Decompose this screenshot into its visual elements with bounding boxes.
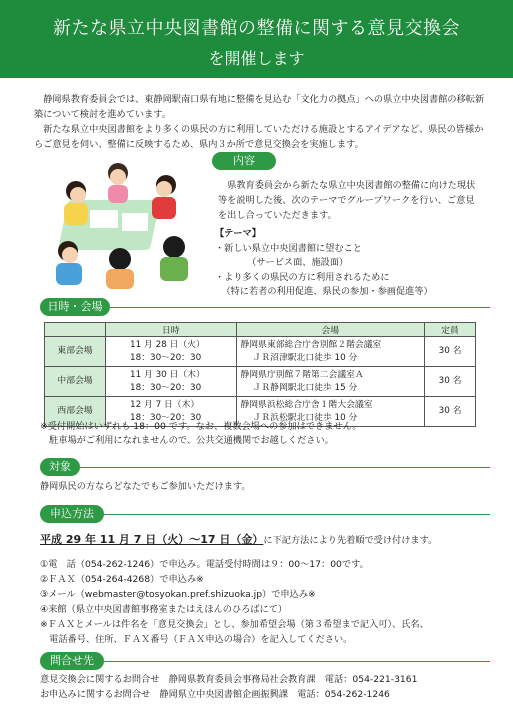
theme-item: （サービス面、施設面） bbox=[247, 257, 349, 268]
taisho-body: 静岡県民の方ならどなたでもご参加いただけます。 bbox=[40, 481, 251, 492]
contact-info bbox=[40, 672, 500, 702]
table-row bbox=[45, 337, 476, 367]
schedule-notes bbox=[40, 420, 490, 448]
venue-cell bbox=[236, 367, 424, 397]
note-line: 駐車場がご利用になれませんので、公共交通機関でお越しください。 bbox=[40, 435, 334, 446]
intro-paragraph-2: 新たな県立中央図書館をより多くの県民の方に利用していただける施設とするアイデアなど、県民の皆様からご意見を伺い、整備に反映するため、県内３か所で意見交換会を実施します。 bbox=[34, 124, 484, 150]
event-date: 12 月 7 日（木） bbox=[130, 399, 200, 410]
venue-name: 中部会場 bbox=[45, 367, 106, 397]
venue-name: 西部会場 bbox=[45, 397, 106, 427]
intro-paragraph-1: 静岡県教育委員会では、東静岡駅南口県有地に整備を見込む「文化力の拠点」への県立中央図書館の移転新築について検討を進めています。 bbox=[34, 94, 485, 120]
section-divider bbox=[80, 467, 490, 468]
page-title: 新たな県立中央図書館の整備に関する意見交換会 bbox=[53, 18, 460, 39]
method-line: ※ＦＡＸとメールは件名を「意見交換会」とし、参加希望会場（第３希望まで記入可）、氏名、 bbox=[40, 619, 429, 630]
capacity-cell: 30 名 bbox=[425, 367, 476, 397]
date-cell bbox=[106, 367, 237, 397]
theme-item: ・より多くの県民の方に利用されるために bbox=[215, 271, 390, 283]
header-banner bbox=[0, 0, 513, 78]
schedule-heading: 日時・会場 bbox=[40, 298, 110, 316]
method-line: ④来館（県立中央図書館事務室またはえほんのひろばにて） bbox=[40, 604, 288, 615]
group-discussion-illustration bbox=[48, 155, 198, 290]
venue-access: ＪＲ浜松駅北口徒歩 10 分 bbox=[252, 412, 358, 423]
column-header-venue: 会場 bbox=[236, 323, 424, 337]
method-line: ③メール（webmaster@tosyokan.pref.shizuoka.jp）で申込み※ bbox=[40, 589, 316, 600]
application-methods bbox=[40, 557, 500, 647]
venue-access: ＪＲ沼津駅北口徒歩 10 分 bbox=[252, 352, 358, 363]
event-date: 11 月 28 日（火） bbox=[130, 339, 205, 350]
theme-item: ・新しい県立中央図書館に望むこと bbox=[215, 242, 362, 254]
venue-name: 東部会場 bbox=[45, 337, 106, 367]
section-divider bbox=[104, 661, 490, 662]
event-time: 18：30〜20：30 bbox=[130, 352, 202, 363]
column-header bbox=[45, 323, 106, 337]
moushikomi-heading: 申込方法 bbox=[40, 505, 104, 523]
capacity-cell: 30 名 bbox=[425, 397, 476, 427]
naiyo-body bbox=[218, 178, 478, 223]
method-line: 電話番号、住所、ＦＡＸ番号（ＦＡＸ申込の場合）を記入してください。 bbox=[40, 634, 353, 645]
event-date: 11 月 30 日（木） bbox=[130, 369, 205, 380]
method-line: ①電 話（054-262-1246）で申込み。電話受付時間は９：00〜17：00です。 bbox=[40, 559, 369, 570]
application-period bbox=[40, 531, 437, 547]
method-line: ②ＦＡＸ（054-264-4268）で申込み※ bbox=[40, 574, 204, 585]
page-subtitle: を開催します bbox=[208, 49, 305, 68]
intro-text bbox=[34, 92, 486, 152]
theme-label: 【テーマ】 bbox=[215, 228, 261, 239]
venue-access: ＪＲ静岡駅北口徒歩 15 分 bbox=[252, 382, 358, 393]
contact-line: 意見交換会に関するお問合せ 静岡県教育委員会事務局社会教育課 電話：054-221-3161 bbox=[40, 674, 418, 685]
schedule-table bbox=[44, 322, 476, 427]
naiyo-heading: 内容 bbox=[212, 152, 276, 170]
date-cell bbox=[106, 337, 237, 367]
table-row bbox=[45, 367, 476, 397]
toiawase-heading: 問合せ先 bbox=[40, 652, 104, 670]
note-line: ※受付開始はいずれも 18：00 です。なお、複数会場への参加はできません。 bbox=[40, 421, 362, 432]
contact-line: お申込みに関するお問合せ 静岡県立中央図書館企画振興課 電話：054-262-1246 bbox=[40, 689, 390, 700]
event-time: 18：30〜20：30 bbox=[130, 412, 202, 423]
venue-place: 静岡県東部総合庁舎別館２階会議室 bbox=[240, 339, 382, 350]
capacity-cell: 30 名 bbox=[425, 337, 476, 367]
section-divider bbox=[110, 307, 490, 308]
venue-cell bbox=[236, 337, 424, 367]
column-header-capacity: 定員 bbox=[425, 323, 476, 337]
event-time: 18：30〜20：30 bbox=[130, 382, 202, 393]
theme-item: （特に若者の利用促進、県民の参加・参画促進等） bbox=[221, 286, 433, 297]
column-header-date: 日時 bbox=[106, 323, 237, 337]
venue-place: 静岡県庁別館７階第二会議室Ａ bbox=[240, 369, 364, 380]
naiyo-description: 県教育委員会から新たな県立中央図書館の整備に向けた現状等を説明した後、次のテーマでグループワークを行い、ご意見を出し合っていただきます。 bbox=[218, 180, 476, 221]
theme-list bbox=[215, 227, 485, 300]
table-header-row bbox=[45, 323, 476, 337]
taisho-heading: 対象 bbox=[40, 458, 80, 476]
section-divider bbox=[104, 514, 490, 515]
period-dates: 平成 29 年 11 月 7 日（火）〜17 日（金） bbox=[40, 533, 264, 546]
period-note: に下記方法により先着順で受け付けます。 bbox=[263, 535, 438, 546]
venue-place: 静岡県浜松総合庁舎１階大会議室 bbox=[240, 399, 373, 410]
